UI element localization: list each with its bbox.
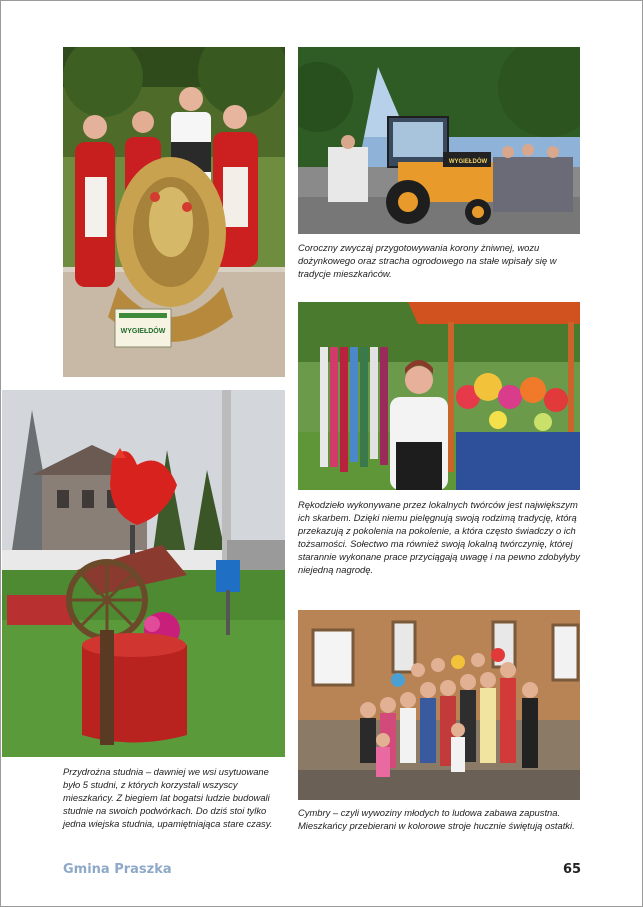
tractor-photo [298, 47, 580, 234]
municipality-name: Gmina Praszka [63, 862, 172, 877]
handicraft-caption: Rękodzieło wykonywane przez lokalnych twórców jest największym ich skarbem. Dzięki niemu pielęgnują swoją rodzimą tradycję, którą przekazują z pokolenia na pokolenie, a która często świadczy o ich tożsamości. Sołectwo ma również swoją lokalną twórczynię, której starannie wykonane prace przyciągają uwagę i na pewno zdobyłyby niejedną nagrodę. [298, 499, 580, 575]
handicraft-photo [298, 302, 580, 490]
tractor-sign-text: WYGIEŁDÓW [448, 159, 488, 165]
page-number: 65 [563, 862, 582, 877]
harvest-crown-photo [63, 47, 285, 377]
crown-caption: Coroczny zwyczaj przygotowywania korony żniwnej, wozu dożynkowego oraz stracha ogrodowego na stałe wpisały się w tradycje mieszkańców. [298, 242, 557, 279]
cymbry-photo [298, 610, 580, 800]
crown-sign-text: WYGIEŁDÓW [120, 328, 166, 335]
cymbry-caption: Cymbry – czyli wywoziny młodych to ludowa zabawa zapustna. Mieszkańcy przebierani w kolorowe stroje hucznie świętują ostatki. [298, 807, 575, 831]
well-caption: Przydrożna studnia – dawniej we wsi usytuowane było 5 studni, z których korzystali wszyscy mieszkańcy. Z biegiem lat bogatsi ludzie budowali studnie na swoich podwórkach. Do dziś stoi tylko jedna wiejska studnia, upamiętniająca stare czasy. [63, 766, 273, 829]
well-photo [2, 390, 285, 757]
